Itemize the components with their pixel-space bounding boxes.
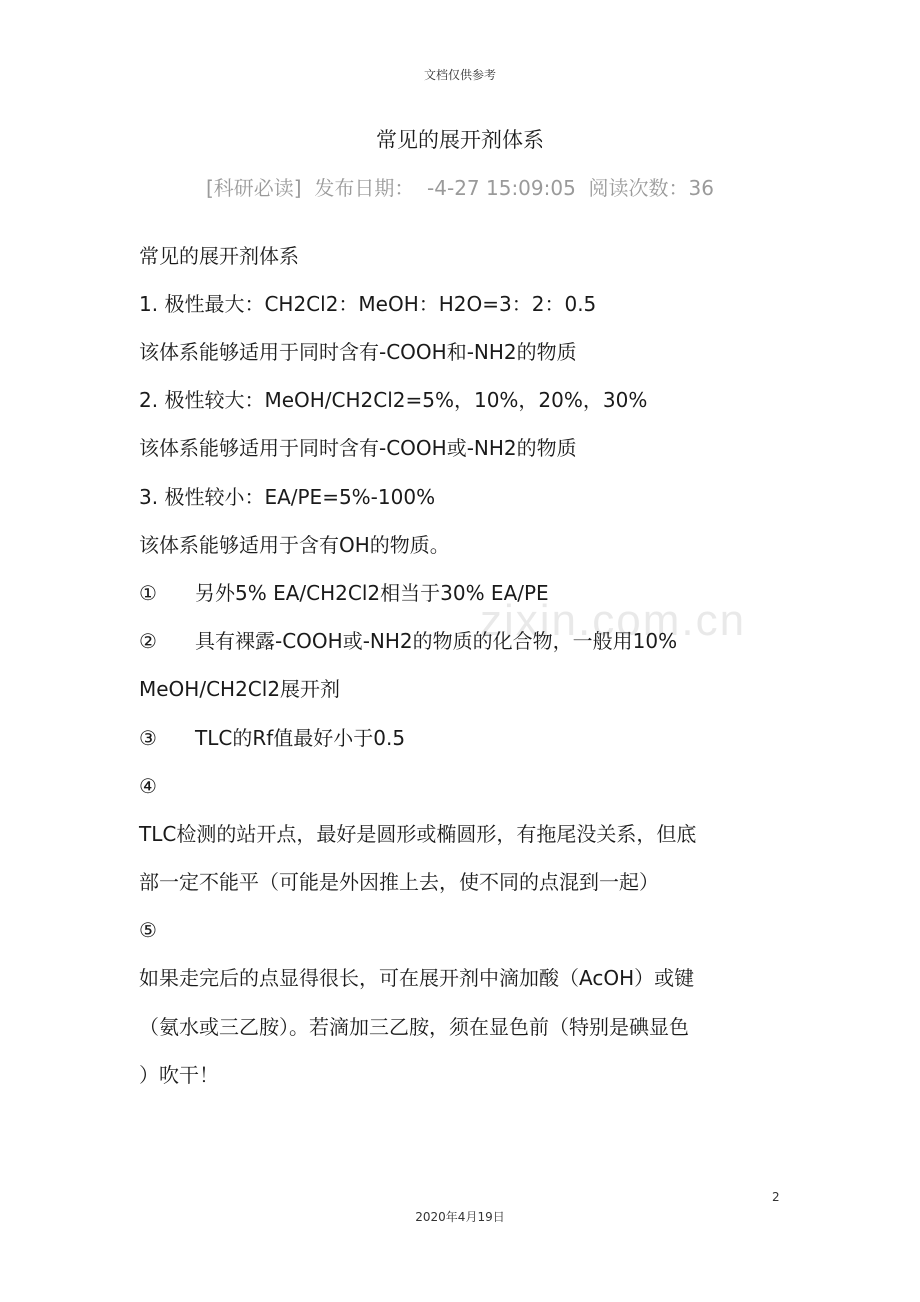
list-item [139, 772, 195, 800]
paragraph-line: 3. 极性较小：EA/PE=5%-100% [139, 485, 436, 509]
paragraph-line: TLC检测的站开点，最好是圆形或椭圆形，有拖尾没关系，但底 [139, 822, 697, 846]
page-number: 2 [772, 1190, 780, 1204]
paragraph-line: 部一定不能平（可能是外因推上去，使不同的点混到一起） [139, 870, 659, 894]
document-title: 常见的展开剂体系 [376, 128, 544, 152]
paragraph-line: MeOH/CH2Cl2展开剂 [139, 677, 341, 701]
paragraph-line: 2. 极性较大：MeOH/CH2Cl2=5%，10%，20%，30% [139, 388, 648, 412]
item-number: ① [139, 581, 157, 605]
item-text: 具有裸露-COOH或-NH2的物质的化合物，一般用10% [195, 629, 678, 653]
item-number: ② [139, 629, 157, 653]
list-item [139, 627, 677, 655]
paragraph-line: 如果走完后的点显得很长，可在展开剂中滴加酸（AcOH）或键 [139, 966, 695, 990]
paragraph-line: ）吹干！ [139, 1063, 219, 1087]
paragraph-line: 该体系能够适用于含有OH的物质。 [139, 533, 450, 557]
item-text: 另外5% EA/CH2Cl2相当于30% EA/PE [195, 581, 549, 605]
item-number: ⑤ [139, 918, 157, 942]
item-number: ③ [139, 726, 157, 750]
meta-info: [科研必读] 发布日期： -4-27 15:09:05 阅读次数：36 [206, 176, 714, 200]
list-item [139, 724, 405, 752]
paragraph-line: 该体系能够适用于同时含有-COOH或-NH2的物质 [139, 436, 577, 460]
paragraph-line: 1. 极性最大：CH2Cl2：MeOH：H2O=3：2：0.5 [139, 292, 597, 316]
list-item [139, 579, 549, 607]
header-note: 文档仅供参考 [423, 68, 496, 82]
paragraph-line: 该体系能够适用于同时含有-COOH和-NH2的物质 [139, 340, 577, 364]
paragraph-line: （氨水或三乙胺）。若滴加三乙胺，须在显色前（特别是碘显色 [139, 1015, 689, 1039]
section-heading: 常见的展开剂体系 [139, 244, 299, 268]
footer-date: 2020年4月19日 [415, 1210, 505, 1224]
watermark: zixin.com.cn [480, 596, 747, 645]
item-text: TLC的Rf值最好小于0.5 [195, 726, 406, 750]
item-number: ④ [139, 774, 157, 798]
list-item [139, 916, 195, 944]
